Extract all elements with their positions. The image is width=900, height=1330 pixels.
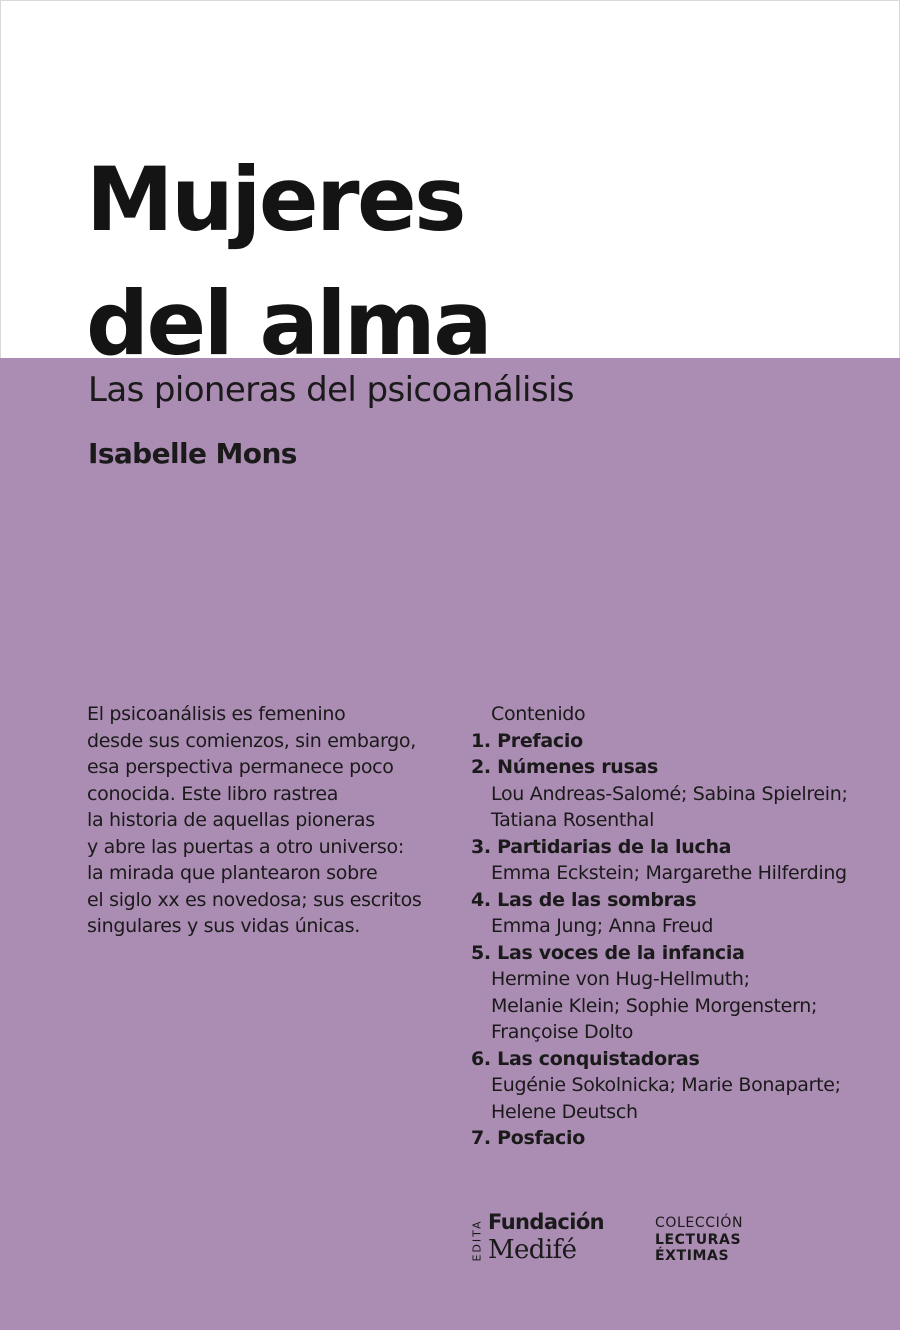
toc-names: Melanie Klein; Sophie Morgenstern; bbox=[491, 994, 818, 1017]
blurb-line: el siglo xx es novedosa; sus escritos bbox=[87, 888, 422, 911]
book-title-line-2: del alma bbox=[86, 272, 491, 375]
toc-chapter: 5. Las voces de la infancia bbox=[471, 941, 745, 964]
toc-names: Emma Eckstein; Margarethe Hilferding bbox=[491, 862, 847, 884]
toc-names: Helene Deutsch bbox=[491, 1100, 638, 1123]
toc-names: Françoise Dolto bbox=[491, 1021, 634, 1043]
blurb-line: conocida. Este libro rastrea bbox=[87, 782, 339, 805]
toc-names: Hermine von Hug-Hellmuth; bbox=[491, 968, 750, 990]
blurb-line: desde sus comienzos, sin embargo, bbox=[87, 729, 416, 752]
edita-label-box bbox=[470, 1212, 484, 1270]
collection-name-line-1: LECTURAS bbox=[655, 1231, 742, 1248]
blurb-line: la mirada que plantearon sobre bbox=[87, 862, 378, 884]
publisher-name-line-2: Medifé bbox=[488, 1235, 577, 1265]
toc-names: Eugénie Sokolnicka; Marie Bonaparte; bbox=[491, 1074, 841, 1096]
blurb-line: singulares y sus vidas únicas. bbox=[87, 915, 360, 937]
collection-label: COLECCIÓN bbox=[655, 1215, 744, 1231]
table-of-contents bbox=[471, 701, 881, 1152]
blurb-line: El psicoanálisis es femenino bbox=[87, 703, 346, 725]
toc-chapter: 6. Las conquistadoras bbox=[471, 1047, 700, 1070]
toc-names: Lou Andreas-Salomé; Sabina Spielrein; bbox=[491, 782, 848, 805]
collection-logo bbox=[655, 1215, 785, 1265]
publisher-logo bbox=[470, 1212, 630, 1272]
blurb-line: la historia de aquellas pioneras bbox=[87, 809, 375, 831]
book-author: Isabelle Mons bbox=[88, 437, 297, 470]
back-cover-blurb bbox=[87, 701, 427, 940]
publisher-name-line-1: Fundación bbox=[488, 1210, 605, 1234]
toc-chapter: 4. Las de las sombras bbox=[471, 888, 697, 911]
toc-chapter: 3. Partidarias de la lucha bbox=[471, 835, 732, 858]
book-title-line-1: Mujeres bbox=[86, 148, 465, 251]
toc-heading: Contenido bbox=[491, 703, 586, 725]
toc-names: Emma Jung; Anna Freud bbox=[491, 915, 714, 937]
toc-chapter: 2. Númenes rusas bbox=[471, 756, 659, 778]
collection-name-line-2: ÉXTIMAS bbox=[655, 1248, 730, 1264]
blurb-line: y abre las puertas a otro universo: bbox=[87, 835, 404, 858]
book-subtitle: Las pioneras del psicoanálisis bbox=[88, 370, 574, 410]
toc-chapter: 7. Posfacio bbox=[471, 1127, 585, 1149]
toc-names: Tatiana Rosenthal bbox=[491, 809, 655, 831]
toc-chapter: 1. Prefacio bbox=[471, 729, 583, 752]
edita-label: EDITA bbox=[470, 1219, 484, 1262]
blurb-line: esa perspectiva permanece poco bbox=[87, 756, 394, 778]
